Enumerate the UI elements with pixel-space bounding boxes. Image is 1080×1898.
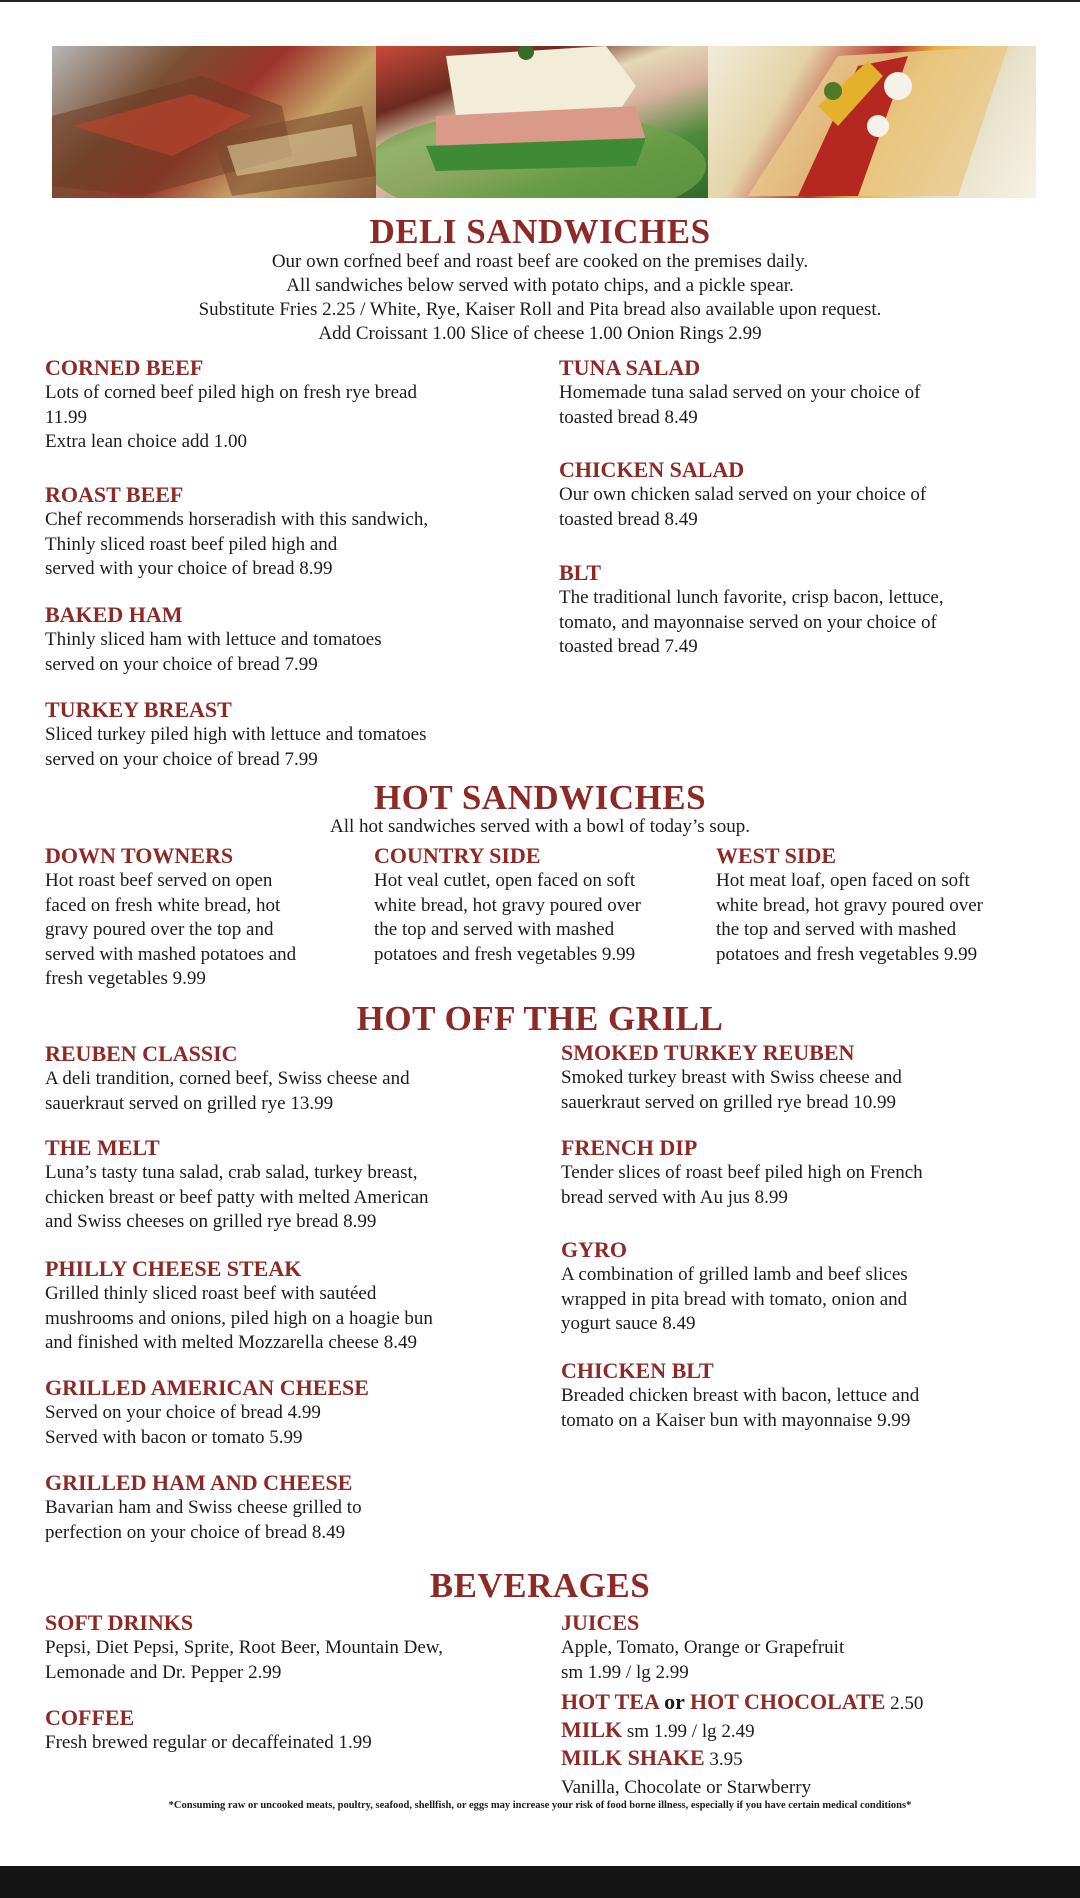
item-description: Chef recommends horseradish with this sandwich, [45,509,429,530]
item-description: Fresh brewed regular or decaffeinated 1.99 [45,1732,372,1753]
item-price: 3.95 [704,1749,743,1770]
item-price: 11.99 [45,406,88,428]
item-description: Lemonade and Dr. Pepper 2.99 [45,1661,282,1683]
item-description: gravy poured over the top and [45,919,274,940]
item-description: potatoes and fresh vegetables 9.99 [716,943,978,965]
milk-line [561,1717,923,1745]
item-name: GRILLED AMERICAN CHEESE [45,1375,369,1400]
item-name: MILK [561,1717,623,1742]
menu-item-soft-drinks [45,1610,443,1685]
item-description: toasted bread 7.49 [559,636,698,657]
deli-intro-line: Add Croissant 1.00 Slice of cheese 1.00 Onion Rings 2.99 [318,323,762,344]
menu-item-baked-ham [45,602,382,677]
item-name: COUNTRY SIDE [374,843,541,868]
menu-item-country-side [374,843,641,967]
menu-item-chicken-salad [559,457,926,532]
menu-item-west-side [716,843,983,967]
item-description: sauerkraut served on grilled rye bread 10.99 [561,1091,897,1113]
health-disclaimer: *Consuming raw or uncooked meats, poultry, seafood, shellfish, or eggs may increase your risk of food borne illness, especially if you have certain medical conditions* [168,1800,912,1811]
menu-item-grilled-american-cheese [45,1375,369,1450]
menu-item-roast-beef [45,482,428,582]
item-name: CHICKEN SALAD [559,457,745,482]
item-description: served with your choice of bread 8.99 [45,558,333,579]
item-description: the top and served with mashed [716,919,957,940]
item-description: Thinly sliced roast beef piled high and [45,533,338,555]
item-name: SMOKED TURKEY REUBEN [561,1040,855,1065]
menu-item-juices [561,1610,844,1685]
ham-sandwich-photo [376,46,708,198]
item-description: wrapped in pita bread with tomato, onion and [561,1288,908,1310]
menu-item-hot-drinks [561,1689,923,1801]
item-price: sm 1.99 / lg 2.49 [622,1721,755,1742]
item-price: sm 1.99 / lg 2.99 [561,1661,689,1683]
menu-item-corned-beef [45,355,417,455]
bottom-bar [0,1866,1080,1898]
milk-shake-line [561,1745,923,1773]
item-description: Extra lean choice add 1.00 [45,431,248,452]
connector-text: or [658,1689,690,1714]
top-border [0,0,1080,2]
item-description: white bread, hot gravy poured over [716,894,983,916]
item-name: JUICES [561,1610,640,1635]
item-description: chicken breast or beef patty with melted American [45,1186,429,1208]
menu-item-tuna-salad [559,355,920,430]
item-description: Served on your choice of bread 4.99 [45,1402,321,1423]
menu-item-the-melt [45,1135,429,1235]
menu-item-down-towners [45,843,296,992]
item-description: Luna’s tasty tuna salad, crab salad, turkey breast, [45,1162,418,1183]
item-name: TURKEY BREAST [45,697,232,722]
item-description: Pepsi, Diet Pepsi, Sprite, Root Beer, Mountain Dew, [45,1637,444,1658]
item-description: The traditional lunch favorite, crisp bacon, lettuce, [559,587,944,608]
menu-item-blt [559,560,944,660]
item-description: served with mashed potatoes and [45,943,297,965]
item-description: Grilled thinly sliced roast beef with sautéed [45,1283,377,1304]
item-description: the top and served with mashed [374,919,615,940]
deli-intro-line: Our own corfned beef and roast beef are cooked on the premises daily. [271,251,809,272]
item-name: TUNA SALAD [559,355,701,380]
beverages-heading: BEVERAGES [429,1566,651,1605]
item-description: Tender slices of roast beef piled high on French [561,1162,923,1183]
menu-item-grilled-ham-and-cheese [45,1470,362,1545]
deli-intro [0,250,1080,346]
item-description: Breaded chicken breast with bacon, lettuce and [561,1385,920,1406]
item-name: COFFEE [45,1705,135,1730]
menu-item-coffee [45,1705,372,1756]
item-name: WEST SIDE [716,843,837,868]
item-description: Thinly sliced ham with lettuce and tomatoes [45,629,382,650]
deli-intro-line: Substitute Fries 2.25 / White, Rye, Kaiser Roll and Pita bread also available upon request. [198,299,882,320]
item-name: DOWN TOWNERS [45,843,234,868]
item-description: bread served with Au jus 8.99 [561,1186,788,1208]
reuben-sandwich-photo [52,46,376,198]
menu-item-french-dip [561,1135,923,1210]
item-name: CHICKEN BLT [561,1358,714,1383]
item-description: Hot roast beef served on open [45,870,273,891]
item-name: GYRO [561,1237,627,1262]
item-name: THE MELT [45,1135,160,1160]
item-description: perfection on your choice of bread 8.49 [45,1521,346,1543]
item-description: Hot meat loaf, open faced on soft [716,870,970,891]
item-description: tomato, and mayonnaise served on your choice of [559,611,937,633]
menu-item-chicken-blt [561,1358,919,1433]
item-description: Hot veal cutlet, open faced on soft [374,870,636,891]
item-description: toasted bread 8.49 [559,508,698,530]
item-name: PHILLY CHEESE STEAK [45,1256,302,1281]
item-description: served on your choice of bread 7.99 [45,653,318,675]
item-name: HOT TEA [561,1689,659,1714]
menu-item-turkey-breast [45,697,427,772]
item-name: HOT CHOCOLATE [690,1689,886,1714]
item-description: fresh vegetables 9.99 [45,968,206,989]
menu-item-philly-cheese-steak [45,1256,433,1356]
item-name: REUBEN CLASSIC [45,1041,238,1066]
item-name: BLT [559,560,602,585]
item-name: GRILLED HAM AND CHEESE [45,1470,353,1495]
item-name: BAKED HAM [45,602,183,627]
item-name: CORNED BEEF [45,355,204,380]
hot-off-the-grill-heading: HOT OFF THE GRILL [356,999,724,1038]
hot-sandwiches-heading: HOT SANDWICHES [373,778,707,817]
menu-item-reuben-classic [45,1041,410,1116]
item-name: FRENCH DIP [561,1135,698,1160]
item-description: yogurt sauce 8.49 [561,1313,696,1334]
item-description: Apple, Tomato, Orange or Grapefruit [561,1637,845,1658]
menu-item-gyro [561,1237,908,1337]
item-description: Our own chicken salad served on your choice of [559,484,927,505]
sandwich-photo-banner [52,46,1036,198]
hot-dog-photo [708,46,1036,198]
item-description: toasted bread 8.49 [559,406,698,428]
item-description: Served with bacon or tomato 5.99 [45,1426,303,1448]
hot-intro: All hot sandwiches served with a bowl of today’s soup. [329,816,751,837]
item-description: Homemade tuna salad served on your choice of [559,382,921,403]
hot-tea-line [561,1689,923,1717]
item-description: Smoked turkey breast with Swiss cheese and [561,1067,902,1088]
item-description: tomato on a Kaiser bun with mayonnaise 9.99 [561,1409,911,1431]
item-name: ROAST BEEF [45,482,184,507]
item-description: sauerkraut served on grilled rye 13.99 [45,1092,334,1114]
item-description: potatoes and fresh vegetables 9.99 [374,943,636,965]
item-name: MILK SHAKE [561,1745,705,1770]
item-description: mushrooms and onions, piled high on a hoagie bun [45,1307,433,1329]
item-description: and Swiss cheeses on grilled rye bread 8.99 [45,1211,377,1232]
deli-intro-line: All sandwiches below served with potato chips, and a pickle spear. [286,275,794,296]
item-description: Lots of corned beef piled high on fresh rye bread [45,382,417,403]
item-description: Vanilla, Chocolate or Starwberry [561,1777,812,1798]
item-description: and finished with melted Mozzarella cheese 8.49 [45,1332,417,1353]
item-description: Sliced turkey piled high with lettuce and tomatoes [45,724,427,745]
item-description: faced on fresh white bread, hot [45,894,281,916]
deli-sandwiches-heading: DELI SANDWICHES [369,212,711,251]
menu-item-smoked-turkey-reuben [561,1040,902,1115]
item-price: 2.50 [885,1693,924,1714]
item-description: served on your choice of bread 7.99 [45,748,318,770]
item-name: SOFT DRINKS [45,1610,194,1635]
item-description: A deli trandition, corned beef, Swiss cheese and [45,1068,410,1089]
item-description: white bread, hot gravy poured over [374,894,641,916]
item-description: Bavarian ham and Swiss cheese grilled to [45,1497,362,1518]
item-description: A combination of grilled lamb and beef slices [561,1264,908,1285]
